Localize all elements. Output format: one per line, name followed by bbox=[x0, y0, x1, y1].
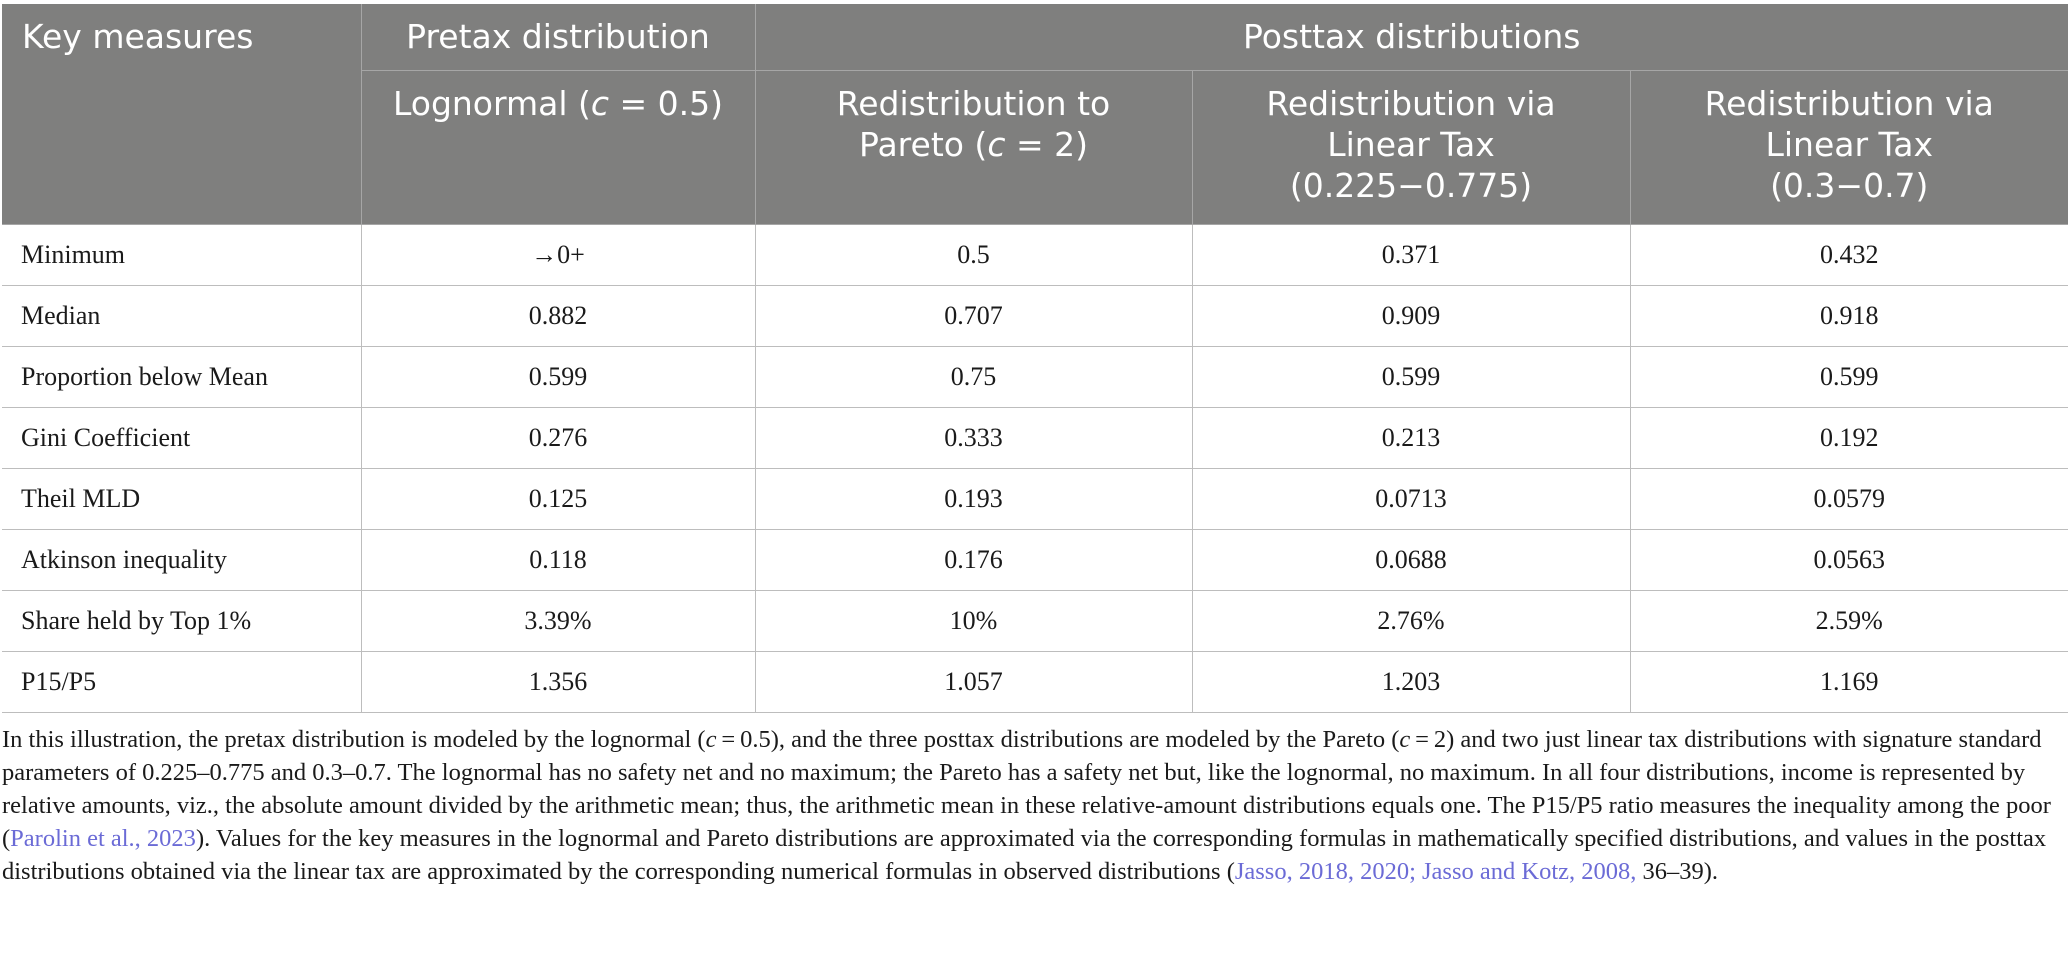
table-row bbox=[2, 651, 2068, 712]
table-cell: 2.59% bbox=[1630, 590, 2068, 651]
header-posttax-group: Posttax distributions bbox=[755, 4, 2068, 70]
table-cell: 0.5 bbox=[755, 224, 1192, 285]
table-row bbox=[2, 529, 2068, 590]
header-pretax-group: Pretax distribution bbox=[361, 4, 755, 70]
table-cell: 0.176 bbox=[755, 529, 1192, 590]
table-cell: 0.432 bbox=[1630, 224, 2068, 285]
table-cell: 0.0563 bbox=[1630, 529, 2068, 590]
header-col-pareto: Redistribution to Pareto (c = 2) bbox=[755, 70, 1192, 224]
table-cell: 1.057 bbox=[755, 651, 1192, 712]
table-row bbox=[2, 285, 2068, 346]
header-col-linear-tax-2: Redistribution via Linear Tax (0.3−0.7) bbox=[1630, 70, 2068, 224]
table-footnote: In this illustration, the pretax distribution is modeled by the lognormal (c = 0.5), and the three posttax distributions are modeled by the Pareto (c = 2) and two just linear tax distributions with signature standard parameters of 0.225–0.775 and 0.3–0.7. The lognormal has no safety net and no maximum; the Pareto has a safety net but, like the lognormal, no maximum. In all four distributions, income is represented by relative amounts, viz., the absolute amount divided by the arithmetic mean; thus, the arithmetic mean in these relative-amount distributions equals one. The P15/P5 ratio measures the inequality among the poor (Parolin et al., 2023). Values for the key measures in the lognormal and Pareto distributions are approximated via the corresponding formulas in mathematically specified distributions, and values in the posttax distributions obtained via the linear tax are approximated by the corresponding numerical formulas in observed distributions (Jasso, 2018, 2020; Jasso and Kotz, 2008, 36–39). bbox=[2, 726, 2051, 885]
table-cell: 0.0713 bbox=[1192, 468, 1630, 529]
table-cell: 0.909 bbox=[1192, 285, 1630, 346]
table-cell: 1.356 bbox=[361, 651, 755, 712]
row-label: Share held by Top 1% bbox=[2, 590, 361, 651]
key-measures-table bbox=[2, 4, 2068, 713]
table-cell: 0.193 bbox=[755, 468, 1192, 529]
table-cell: 0.125 bbox=[361, 468, 755, 529]
table-cell: 1.203 bbox=[1192, 651, 1630, 712]
table-row bbox=[2, 407, 2068, 468]
table-cell: 0.213 bbox=[1192, 407, 1630, 468]
data-table-container bbox=[2, 4, 2068, 713]
table-body bbox=[2, 224, 2068, 712]
table-header bbox=[2, 4, 2068, 224]
header-col-lognormal: Lognormal (c = 0.5) bbox=[361, 70, 755, 224]
row-label: Proportion below Mean bbox=[2, 346, 361, 407]
table-cell: 0.192 bbox=[1630, 407, 2068, 468]
row-label: Median bbox=[2, 285, 361, 346]
table-cell: 0.599 bbox=[361, 346, 755, 407]
table-cell: 10% bbox=[755, 590, 1192, 651]
row-label: P15/P5 bbox=[2, 651, 361, 712]
table-cell: 0.75 bbox=[755, 346, 1192, 407]
table-cell: →0+ bbox=[361, 224, 755, 285]
row-label: Gini Coefficient bbox=[2, 407, 361, 468]
table-cell: 2.76% bbox=[1192, 590, 1630, 651]
table-cell: 0.333 bbox=[755, 407, 1192, 468]
table-row bbox=[2, 590, 2068, 651]
table-cell: 0.882 bbox=[361, 285, 755, 346]
table-row bbox=[2, 346, 2068, 407]
table-row bbox=[2, 224, 2068, 285]
table-cell: 0.276 bbox=[361, 407, 755, 468]
reference-link-jasso[interactable]: Jasso, 2018, 2020; Jasso and Kotz, 2008, bbox=[1234, 858, 1637, 885]
table-cell: 0.371 bbox=[1192, 224, 1630, 285]
table-cell: 1.169 bbox=[1630, 651, 2068, 712]
row-label: Theil MLD bbox=[2, 468, 361, 529]
reference-link-parolin[interactable]: Parolin et al., 2023 bbox=[10, 825, 196, 852]
table-row bbox=[2, 468, 2068, 529]
table-cell: 0.707 bbox=[755, 285, 1192, 346]
table-cell: 0.599 bbox=[1192, 346, 1630, 407]
table-cell: 0.118 bbox=[361, 529, 755, 590]
row-label: Atkinson inequality bbox=[2, 529, 361, 590]
header-col-linear-tax-1: Redistribution via Linear Tax (0.225−0.775) bbox=[1192, 70, 1630, 224]
row-label: Minimum bbox=[2, 224, 361, 285]
table-cell: 3.39% bbox=[361, 590, 755, 651]
table-cell: 0.0579 bbox=[1630, 468, 2068, 529]
header-key-measures: Key measures bbox=[2, 4, 361, 224]
table-cell: 0.0688 bbox=[1192, 529, 1630, 590]
table-cell: 0.599 bbox=[1630, 346, 2068, 407]
table-cell: 0.918 bbox=[1630, 285, 2068, 346]
header-row-groups bbox=[2, 4, 2068, 70]
